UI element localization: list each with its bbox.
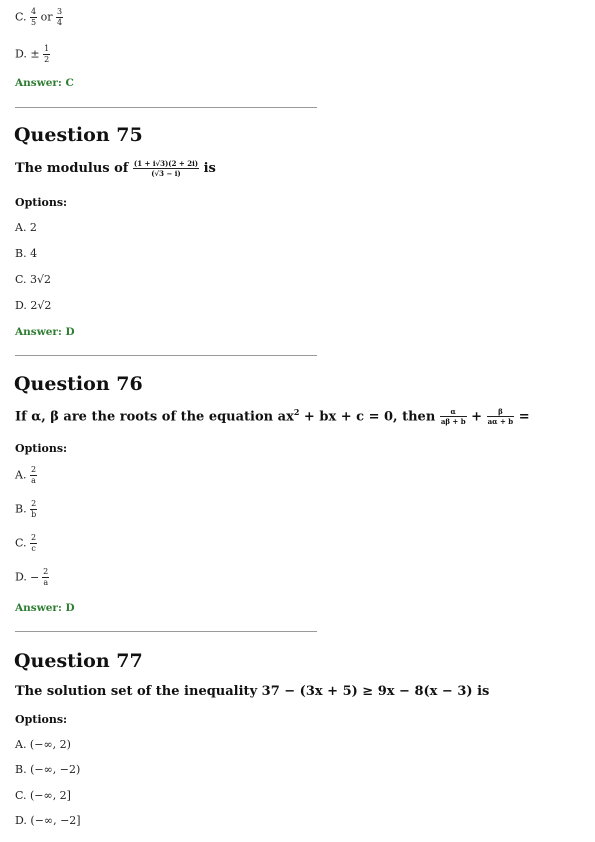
- fraction: [30, 8, 37, 27]
- fraction-denominator: (√3 − i): [151, 169, 181, 178]
- prev-option-c: [15, 8, 63, 27]
- question-76-answer: Answer: D: [15, 602, 75, 614]
- question-77-title: Question 77: [14, 650, 143, 672]
- fraction: [487, 408, 515, 425]
- option-label: C.: [15, 10, 27, 24]
- option-a: [15, 466, 37, 485]
- option-c: C. 3√2: [15, 273, 52, 286]
- fraction-numerator: 2: [31, 499, 37, 508]
- question-76-text: [15, 407, 530, 425]
- options-label: Options:: [15, 196, 68, 209]
- equals-sign: =: [518, 409, 530, 425]
- fraction-denominator: aα + b: [487, 417, 514, 427]
- option-label: A.: [15, 468, 27, 482]
- divider: [15, 355, 317, 356]
- question-text: is: [203, 161, 216, 176]
- or-text: or: [40, 10, 53, 24]
- divider: [15, 631, 317, 632]
- option-a: A. 2: [15, 221, 37, 234]
- fraction: [30, 500, 37, 519]
- fraction-denominator: a: [43, 578, 49, 587]
- option-d: D. 2√2: [15, 299, 52, 312]
- fraction-denominator: 5: [31, 18, 37, 27]
- fraction-numerator: β: [487, 408, 515, 417]
- question-75-answer: Answer: D: [15, 326, 75, 338]
- option-b: B. 4: [15, 247, 38, 260]
- fraction-denominator: b: [31, 510, 37, 519]
- fraction-numerator: 2: [43, 567, 49, 576]
- fraction-denominator: 2: [44, 55, 50, 64]
- question-text: The modulus of: [15, 161, 129, 176]
- divider: [15, 107, 317, 108]
- prev-answer: Answer: C: [15, 77, 74, 89]
- plus-sign: +: [471, 409, 483, 425]
- question-77-text: The solution set of the inequality 37 − (3x + 5) ≥ 9x − 8(x − 3) is: [15, 684, 490, 699]
- superscript: 2: [293, 407, 300, 417]
- option-label: C.: [15, 536, 27, 550]
- fraction-denominator: aβ + b: [440, 417, 466, 427]
- prev-option-d: [15, 45, 50, 64]
- fraction-numerator: 3: [57, 7, 63, 16]
- option-a: A. (−∞, 2): [15, 738, 71, 751]
- option-d: D. (−∞, −2]: [15, 814, 81, 827]
- options-label: Options:: [15, 442, 68, 455]
- fraction-denominator: 4: [57, 18, 63, 27]
- fraction-numerator: (1 + i√3)(2 + 2i): [133, 159, 199, 168]
- fraction: [30, 534, 37, 553]
- option-b: B. (−∞, −2): [15, 763, 81, 776]
- fraction-numerator: α: [440, 408, 467, 417]
- fraction-denominator: c: [31, 544, 36, 553]
- option-c: C. (−∞, 2]: [15, 789, 71, 802]
- option-label: D.: [15, 570, 27, 584]
- fraction-numerator: 4: [31, 7, 37, 16]
- fraction: [42, 568, 49, 587]
- fraction-numerator: 2: [31, 533, 37, 542]
- question-75-text: [15, 160, 216, 177]
- fraction: [440, 408, 467, 425]
- fraction: [30, 466, 37, 485]
- fraction: [43, 45, 50, 64]
- fraction-denominator: a: [31, 476, 36, 485]
- fraction-numerator: 2: [30, 465, 37, 474]
- option-label: D. ±: [15, 47, 40, 61]
- question-text: + bx + c = 0, then: [299, 409, 436, 425]
- fraction: [56, 8, 63, 27]
- minus-sign: −: [29, 570, 40, 584]
- option-d: [15, 568, 49, 587]
- options-label: Options:: [15, 713, 68, 726]
- question-75-title: Question 75: [14, 124, 143, 146]
- question-text: If α, β are the roots of the equation ax: [15, 409, 294, 425]
- fraction: [133, 160, 199, 177]
- fraction-numerator: 1: [44, 44, 50, 53]
- option-label: B.: [15, 502, 27, 516]
- option-b: [15, 500, 37, 519]
- option-c: [15, 534, 37, 553]
- question-76-title: Question 76: [14, 373, 143, 395]
